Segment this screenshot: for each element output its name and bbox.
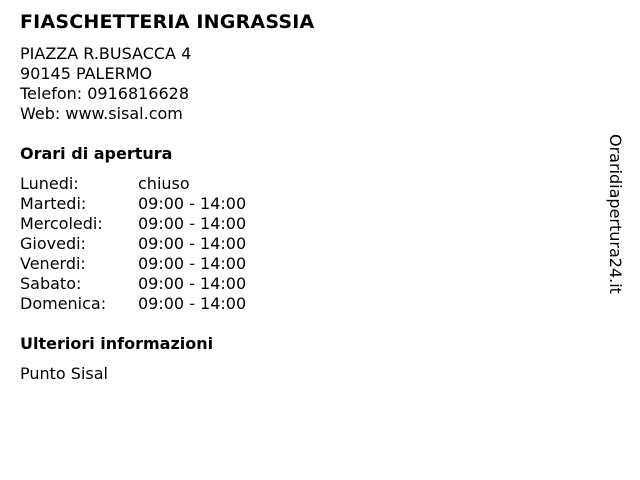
time-value: 09:00 - 14:00 <box>138 254 247 273</box>
business-name: FIASCHETTERIA INGRASSIA <box>20 11 315 33</box>
time-value: 09:00 - 14:00 <box>138 194 247 213</box>
day-label: Lunedi: <box>20 174 79 193</box>
opening-hours-table <box>20 174 600 314</box>
additional-info-text: Punto Sisal <box>20 364 108 383</box>
time-value: 09:00 - 14:00 <box>138 214 247 233</box>
day-label: Mercoledi: <box>20 214 103 233</box>
time-value: 09:00 - 14:00 <box>138 294 247 313</box>
day-label: Venerdi: <box>20 254 86 273</box>
hours-row-thursday <box>20 234 600 254</box>
phone-text: Telefon: 0916816628 <box>20 84 190 103</box>
opening-hours-heading: Orari di apertura <box>20 144 173 163</box>
day-label: Domenica: <box>20 294 107 313</box>
business-card <box>20 10 600 384</box>
website-text: Web: www.sisal.com <box>20 104 183 123</box>
day-label: Martedi: <box>20 194 87 213</box>
day-label: Giovedi: <box>20 234 86 253</box>
site-brand-watermark: Oraridiapertura24.it <box>606 134 625 294</box>
address-block <box>20 44 600 124</box>
hours-row-wednesday <box>20 214 600 234</box>
hours-row-saturday <box>20 274 600 294</box>
hours-row-friday <box>20 254 600 274</box>
time-value: 09:00 - 14:00 <box>138 234 247 253</box>
hours-row-monday <box>20 174 600 194</box>
day-label: Sabato: <box>20 274 82 293</box>
time-value: chiuso <box>138 174 190 193</box>
additional-info-heading: Ulteriori informazioni <box>20 334 214 353</box>
address-city: 90145 PALERMO <box>20 64 153 83</box>
time-value: 09:00 - 14:00 <box>138 274 247 293</box>
hours-row-sunday <box>20 294 600 314</box>
address-street: PIAZZA R.BUSACCA 4 <box>20 44 192 63</box>
hours-row-tuesday <box>20 194 600 214</box>
